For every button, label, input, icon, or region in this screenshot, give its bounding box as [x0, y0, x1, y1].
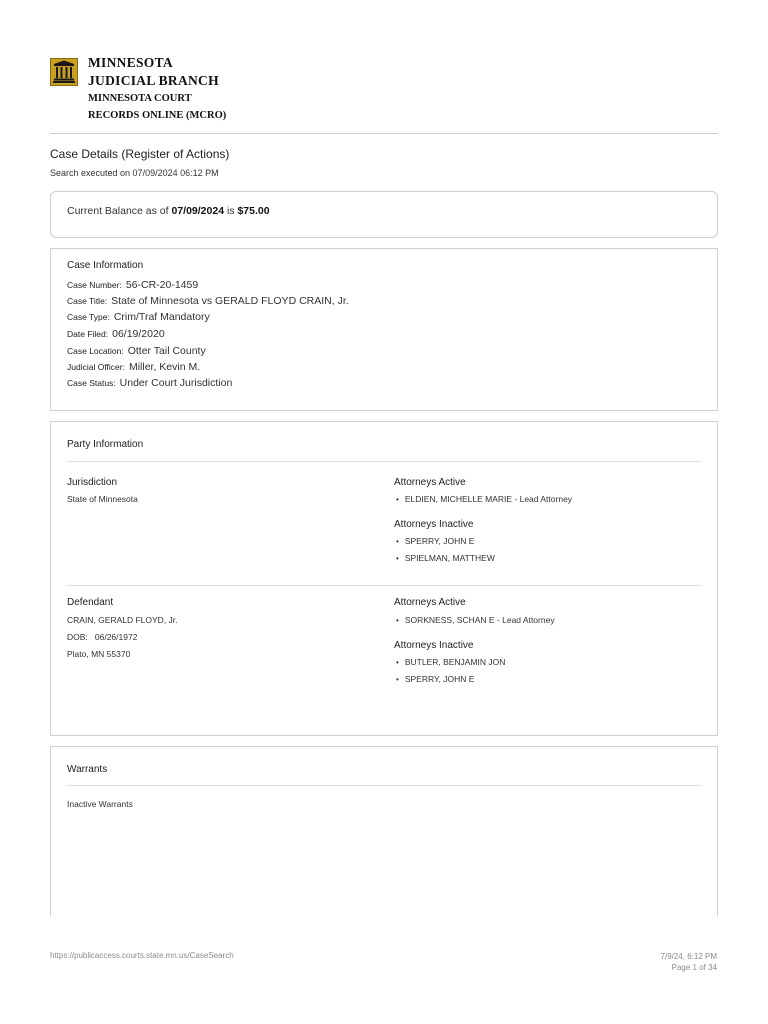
balance-card: [50, 191, 718, 238]
case-information-title: Case Information: [67, 260, 144, 271]
case-location-row: [67, 345, 206, 357]
balance-amount: $75.00: [237, 205, 270, 217]
party-information-card: [50, 421, 718, 736]
case-type-value: Crim/Traf Mandatory: [113, 311, 210, 323]
inactive-warrants-label: Inactive Warrants: [67, 799, 133, 809]
party-role: Jurisdiction: [67, 477, 118, 488]
search-executed-text: Search executed on 07/09/2024 06:12 PM: [50, 168, 219, 178]
footer-url: https://publicaccess.courts.state.mn.us/CaseSearch: [50, 951, 234, 960]
brand-line-3: MINNESOTA COURT: [88, 93, 192, 104]
case-number-row: [67, 279, 198, 291]
field-label: Case Status:: [67, 378, 116, 388]
section-divider: [67, 785, 701, 786]
balance-middle: is: [224, 205, 238, 217]
warrants-title: Warrants: [67, 764, 108, 775]
courthouse-icon: [50, 58, 78, 86]
field-label: Case Title:: [67, 296, 108, 306]
attorneys-active-heading: Attorneys Active: [394, 477, 466, 488]
attorney-active-item: • ELDIEN, MICHELLE MARIE - Lead Attorney: [396, 494, 572, 504]
judicial-officer-value: Miller, Kevin M.: [128, 361, 201, 373]
brand-name: [88, 54, 226, 124]
party-role: Defendant: [67, 597, 114, 608]
page-title: Case Details (Register of Actions): [50, 147, 230, 161]
field-label: Judicial Officer:: [67, 362, 125, 372]
case-status-row: [67, 377, 232, 389]
attorney-inactive-item: • SPIELMAN, MATTHEW: [396, 553, 495, 563]
balance-date: 07/09/2024: [171, 205, 225, 217]
attorneys-inactive-heading: Attorneys Inactive: [394, 519, 474, 530]
brand-line-1: MINNESOTA: [88, 55, 173, 70]
dob-value: 06/26/1972: [94, 632, 138, 642]
footer-page-number: Page 1 of 34: [671, 963, 717, 972]
footer-timestamp: 7/9/24, 6:12 PM: [660, 952, 717, 961]
warrants-card: [50, 746, 718, 916]
balance-prefix: Current Balance as of: [67, 205, 172, 217]
dob-label: DOB:: [67, 632, 88, 642]
case-title-value: State of Minnesota vs GERALD FLOYD CRAIN, Jr.: [111, 295, 349, 307]
field-label: Case Location:: [67, 346, 124, 356]
judicial-officer-row: [67, 361, 200, 373]
footer-meta: [661, 951, 717, 973]
party-name: CRAIN, GERALD FLOYD, Jr.: [67, 615, 178, 625]
party-dob: [67, 632, 137, 642]
brand-line-4: RECORDS ONLINE (MCRO): [88, 110, 227, 121]
date-filed-value: 06/19/2020: [112, 328, 165, 340]
party-divider: [67, 585, 701, 586]
case-status-value: Under Court Jurisdiction: [119, 377, 233, 389]
case-title-row: [67, 295, 349, 307]
case-type-row: [67, 311, 210, 323]
attorney-inactive-item: • BUTLER, BENJAMIN JON: [396, 657, 505, 667]
attorney-inactive-item: • SPERRY, JOHN E: [396, 536, 474, 546]
party-address: Plato, MN 55370: [67, 649, 131, 659]
party-name: State of Minnesota: [67, 494, 138, 504]
brand-line-2: JUDICIAL BRANCH: [88, 73, 219, 88]
field-label: Case Number:: [67, 280, 122, 290]
date-filed-row: [67, 328, 165, 340]
header-divider: [50, 133, 718, 134]
attorney-inactive-item: • SPERRY, JOHN E: [396, 674, 474, 684]
attorneys-inactive-heading: Attorneys Inactive: [394, 640, 474, 651]
attorneys-active-heading: Attorneys Active: [394, 597, 466, 608]
party-information-title: Party Information: [67, 439, 144, 450]
case-location-value: Otter Tail County: [127, 345, 206, 357]
section-divider: [67, 461, 701, 462]
case-information-card: [50, 248, 718, 411]
field-label: Case Type:: [67, 312, 110, 322]
site-header: [50, 54, 718, 134]
field-label: Date Filed:: [67, 329, 109, 339]
case-number-value: 56-CR-20-1459: [125, 279, 199, 291]
attorney-active-item: • SORKNESS, SCHAN E - Lead Attorney: [396, 615, 555, 625]
balance-text: [67, 205, 270, 217]
